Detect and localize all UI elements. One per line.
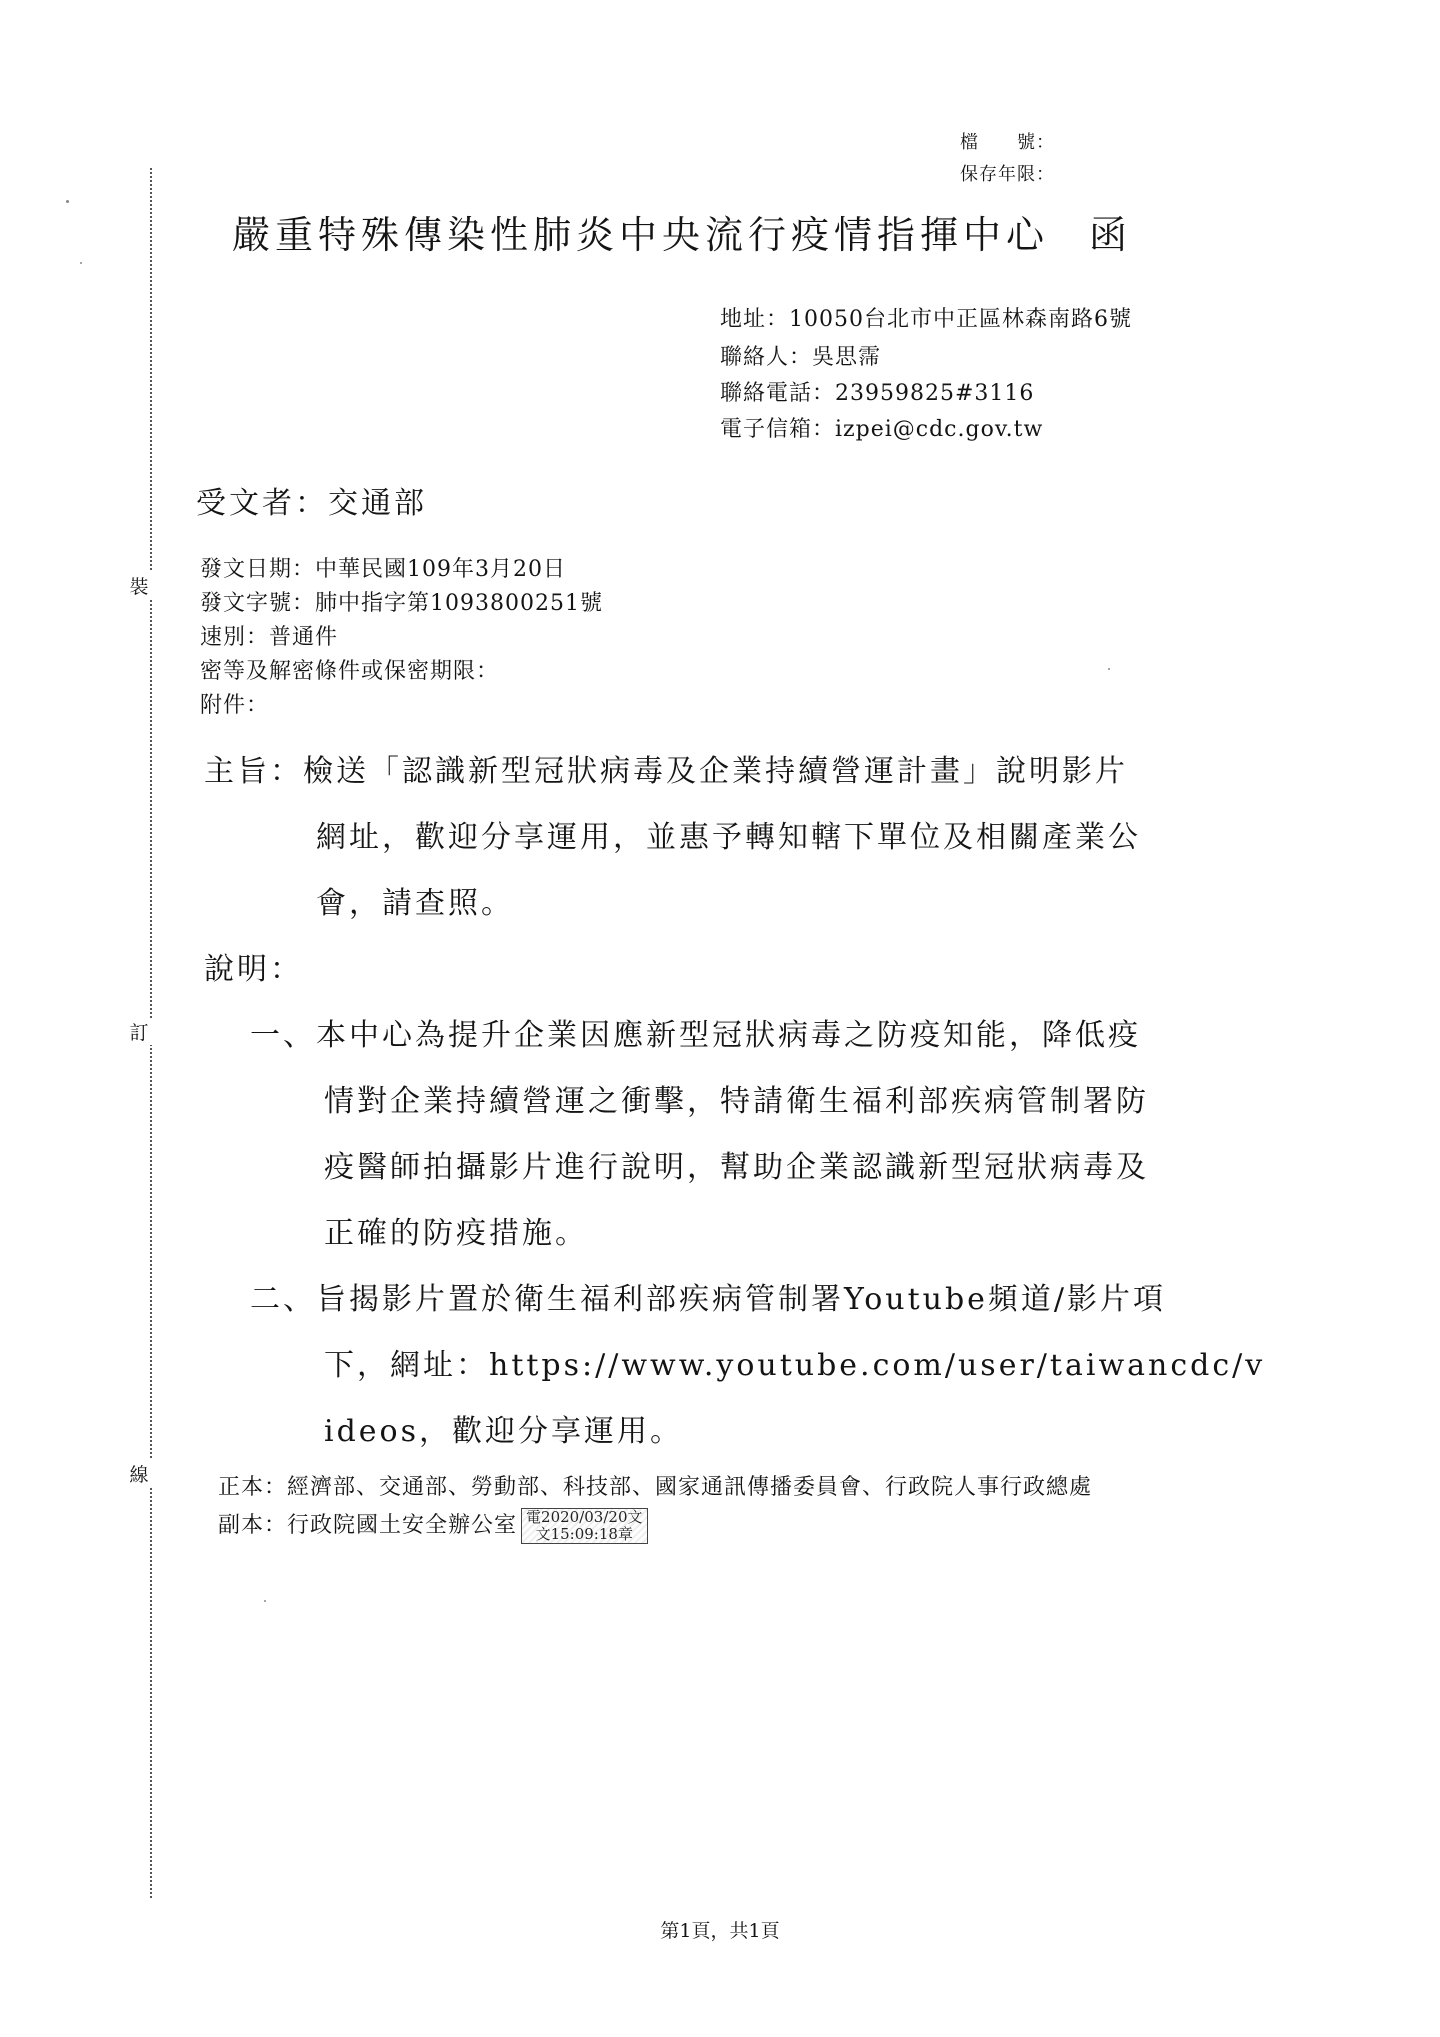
electronic-stamp [521,1508,648,1544]
subject-line-1: 主旨：檢送「認識新型冠狀病毒及企業持續營運計畫」說明影片 [204,754,1128,789]
issue-date: 發文日期：中華民國109年3月20日 [200,557,566,582]
file-number-label: 檔 號： [960,132,1055,153]
stamp-left-bottom: 文 [535,1525,551,1543]
issue-number: 發文字號：肺中指字第1093800251號 [200,591,603,616]
binding-char-xian: 線 [124,1460,154,1487]
binding-char-ding: 訂 [124,1018,154,1045]
attachment: 附件： [200,693,270,718]
subject-line-3: 會，請查照。 [316,886,514,921]
retention-period-label: 保存年限： [960,164,1055,185]
contact-email: 電子信箱：izpei@cdc.gov.tw [720,417,1044,442]
stamp-time: 15:09:18 [550,1525,618,1543]
delivery-speed: 速別：普通件 [200,625,339,650]
security-level: 密等及解密條件或保密期限： [200,659,500,684]
contact-phone: 聯絡電話：23959825#3116 [720,381,1035,406]
document-title [232,204,1132,259]
item1-line-2: 情對企業持續營運之衝擊，特請衛生福利部疾病管制署防 [324,1084,1149,1119]
copy-distribution [218,1508,648,1544]
description-heading: 說明： [204,952,303,987]
subject-line-2: 網址，歡迎分享運用，並惠予轉知轄下單位及相關產業公 [316,820,1141,855]
item1-line-3: 疫醫師拍攝影片進行說明，幫助企業認識新型冠狀病毒及 [324,1150,1149,1185]
item1-line-1: 一、本中心為提升企業因應新型冠狀病毒之防疫知能，降低疫 [250,1018,1141,1053]
main-distribution: 正本：經濟部、交通部、勞動部、科技部、國家通訊傳播委員會、行政院人事行政總處 [218,1475,1093,1500]
stamp-right-bottom: 章 [617,1525,633,1543]
item2-line-1: 二、旨揭影片置於衛生福利部疾病管制署Youtube頻道/影片項 [250,1282,1167,1317]
document-type: 函 [1089,213,1133,257]
scan-speck [66,200,69,203]
stamp-right-top: 文 [627,1508,643,1526]
recipient: 受文者：交通部 [196,486,427,521]
stamp-left-top: 電 [526,1508,542,1526]
contact-address: 地址：10050台北市中正區林森南路6號 [720,307,1132,332]
page-number: 第1頁，共1頁 [660,1920,780,1942]
issuing-agency: 嚴重特殊傳染性肺炎中央流行疫情指揮中心 [232,213,1050,257]
scan-speck [264,1600,266,1602]
contact-person: 聯絡人：吳思霈 [720,345,882,370]
item2-line-2: 下，網址：https://www.youtube.com/user/taiwancdc/v [324,1348,1266,1383]
stamp-date: 2020/03/20 [541,1508,628,1526]
item2-line-3: ideos，歡迎分享運用。 [324,1414,684,1449]
copy-distribution-text: 副本：行政院國土安全辦公室 [218,1513,518,1538]
item1-line-4: 正確的防疫措施。 [324,1216,588,1251]
binding-char-zhuang: 裝 [124,572,154,599]
scan-speck [80,262,82,264]
scan-speck [1108,668,1110,670]
